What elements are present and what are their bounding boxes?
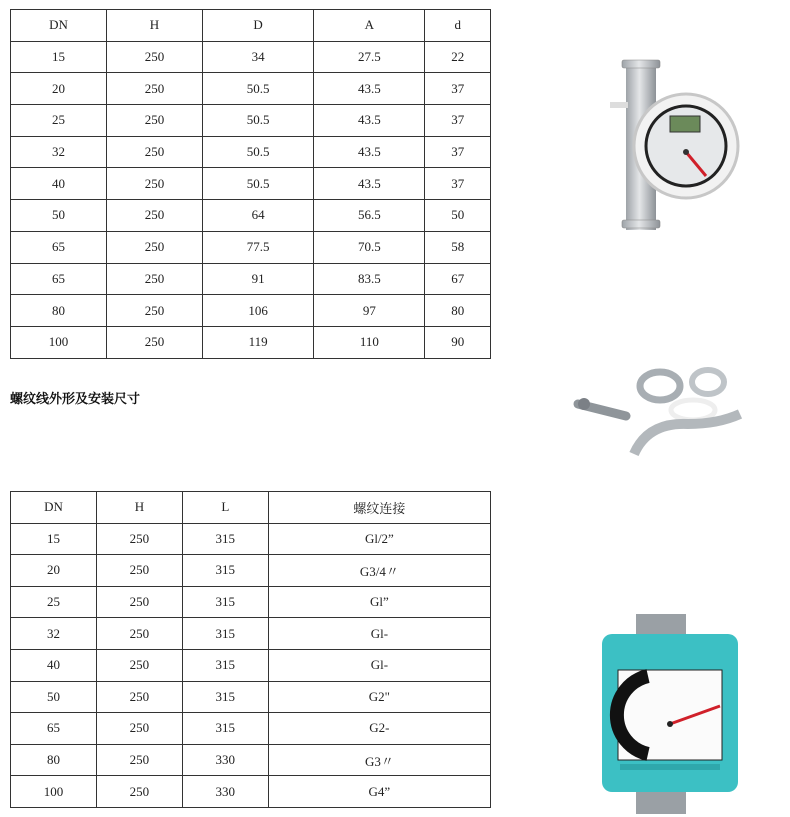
table-cell: 43.5 xyxy=(314,73,425,105)
table-cell: 315 xyxy=(182,555,268,587)
table-cell: Gl- xyxy=(268,618,490,650)
table-cell: 34 xyxy=(203,41,314,73)
table-row xyxy=(11,73,491,105)
table-row xyxy=(11,41,491,73)
table-cell: 250 xyxy=(107,263,203,295)
col-header-h: H xyxy=(107,10,203,42)
table-cell: 27.5 xyxy=(314,41,425,73)
table-cell: 40 xyxy=(11,168,107,200)
table-cell: 330 xyxy=(182,776,268,808)
table-cell: 250 xyxy=(96,649,182,681)
table-cell: 50.5 xyxy=(203,105,314,137)
table-row xyxy=(11,776,491,808)
table-cell: Gl/2” xyxy=(268,523,490,555)
table-cell: 80 xyxy=(11,744,97,776)
table-cell: 25 xyxy=(11,105,107,137)
col-header-dn: DN xyxy=(11,10,107,42)
table-cell: G2" xyxy=(268,681,490,713)
table-cell: 43.5 xyxy=(314,105,425,137)
table-header-row xyxy=(11,10,491,42)
table-cell: 50 xyxy=(11,681,97,713)
table-row xyxy=(11,713,491,745)
table-row xyxy=(11,618,491,650)
table-cell: 330 xyxy=(182,744,268,776)
clamp-fitting-photo xyxy=(568,362,748,462)
table-row xyxy=(11,168,491,200)
flowmeter-threaded-photo xyxy=(596,614,744,814)
table-cell: 250 xyxy=(96,523,182,555)
table-cell: 97 xyxy=(314,295,425,327)
table-cell: 250 xyxy=(107,168,203,200)
table-row xyxy=(11,649,491,681)
table-row xyxy=(11,105,491,137)
table-cell: 50.5 xyxy=(203,168,314,200)
table-row xyxy=(11,586,491,618)
table-cell: 250 xyxy=(107,295,203,327)
table-cell: 20 xyxy=(11,73,107,105)
table-cell: 65 xyxy=(11,713,97,745)
table-row xyxy=(11,523,491,555)
table-cell: 119 xyxy=(203,326,314,358)
table-cell: 50.5 xyxy=(203,73,314,105)
table-cell: 250 xyxy=(96,586,182,618)
table-cell: G2- xyxy=(268,713,490,745)
table-cell: 50.5 xyxy=(203,136,314,168)
table-cell: 56.5 xyxy=(314,200,425,232)
table-cell: 50 xyxy=(425,200,491,232)
table-cell: 250 xyxy=(96,555,182,587)
table-cell: 15 xyxy=(11,41,107,73)
table-cell: 22 xyxy=(425,41,491,73)
table-cell: 315 xyxy=(182,586,268,618)
col-header-thread: 螺纹连接 xyxy=(268,492,490,524)
table-cell: 65 xyxy=(11,231,107,263)
table-cell: 315 xyxy=(182,649,268,681)
table-row xyxy=(11,555,491,587)
table-header-row xyxy=(11,492,491,524)
table-cell: 58 xyxy=(425,231,491,263)
table-cell: 40 xyxy=(11,649,97,681)
table-cell: 32 xyxy=(11,136,107,168)
table-cell: 20 xyxy=(11,555,97,587)
table-cell: 37 xyxy=(425,168,491,200)
table-row xyxy=(11,295,491,327)
table-cell: 80 xyxy=(425,295,491,327)
table-cell: 64 xyxy=(203,200,314,232)
col-header-d-upper: D xyxy=(203,10,314,42)
table-cell: 50 xyxy=(11,200,107,232)
table-cell: 15 xyxy=(11,523,97,555)
table-cell: Gl- xyxy=(268,649,490,681)
table-cell: 100 xyxy=(11,326,107,358)
table-cell: 70.5 xyxy=(314,231,425,263)
table-cell: 25 xyxy=(11,586,97,618)
table-cell: 250 xyxy=(107,41,203,73)
table-cell: 65 xyxy=(11,263,107,295)
table-cell: 250 xyxy=(96,713,182,745)
table-cell: 315 xyxy=(182,681,268,713)
table-cell: 32 xyxy=(11,618,97,650)
table-cell: 250 xyxy=(107,73,203,105)
table-cell: 77.5 xyxy=(203,231,314,263)
table-cell: 250 xyxy=(96,744,182,776)
table-cell: 43.5 xyxy=(314,136,425,168)
table-cell: 250 xyxy=(107,326,203,358)
dimensions-table-flanged xyxy=(10,9,491,359)
col-header-d-lower: d xyxy=(425,10,491,42)
table-row xyxy=(11,263,491,295)
table-cell: 106 xyxy=(203,295,314,327)
table-cell: 67 xyxy=(425,263,491,295)
table-cell: 37 xyxy=(425,105,491,137)
table-row xyxy=(11,231,491,263)
table-row xyxy=(11,200,491,232)
table-cell: 91 xyxy=(203,263,314,295)
flowmeter-sanitary-photo xyxy=(596,56,756,236)
table-cell: 250 xyxy=(107,231,203,263)
table-cell: 250 xyxy=(107,200,203,232)
dimensions-table-threaded xyxy=(10,491,491,808)
col-header-l: L xyxy=(182,492,268,524)
section-heading: 螺纹线外形及安装尺寸 xyxy=(10,392,141,407)
table-cell: 250 xyxy=(107,136,203,168)
table-cell: G4” xyxy=(268,776,490,808)
table-cell: 37 xyxy=(425,136,491,168)
table-cell: 315 xyxy=(182,713,268,745)
table-cell: 43.5 xyxy=(314,168,425,200)
table-cell: 315 xyxy=(182,523,268,555)
col-header-h: H xyxy=(96,492,182,524)
table-cell: G3〃 xyxy=(268,744,490,776)
table-cell: 250 xyxy=(96,618,182,650)
table-cell: Gl” xyxy=(268,586,490,618)
table-cell: 83.5 xyxy=(314,263,425,295)
table-row xyxy=(11,136,491,168)
table-cell: 37 xyxy=(425,73,491,105)
table-cell: 250 xyxy=(107,105,203,137)
table-row xyxy=(11,744,491,776)
table-cell: 90 xyxy=(425,326,491,358)
table-cell: 250 xyxy=(96,681,182,713)
table-row xyxy=(11,326,491,358)
table-cell: 80 xyxy=(11,295,107,327)
table-cell: 315 xyxy=(182,618,268,650)
col-header-dn: DN xyxy=(11,492,97,524)
table-cell: 250 xyxy=(96,776,182,808)
table-cell: G3/4〃 xyxy=(268,555,490,587)
table-row xyxy=(11,681,491,713)
col-header-a: A xyxy=(314,10,425,42)
table-cell: 100 xyxy=(11,776,97,808)
table-cell: 110 xyxy=(314,326,425,358)
